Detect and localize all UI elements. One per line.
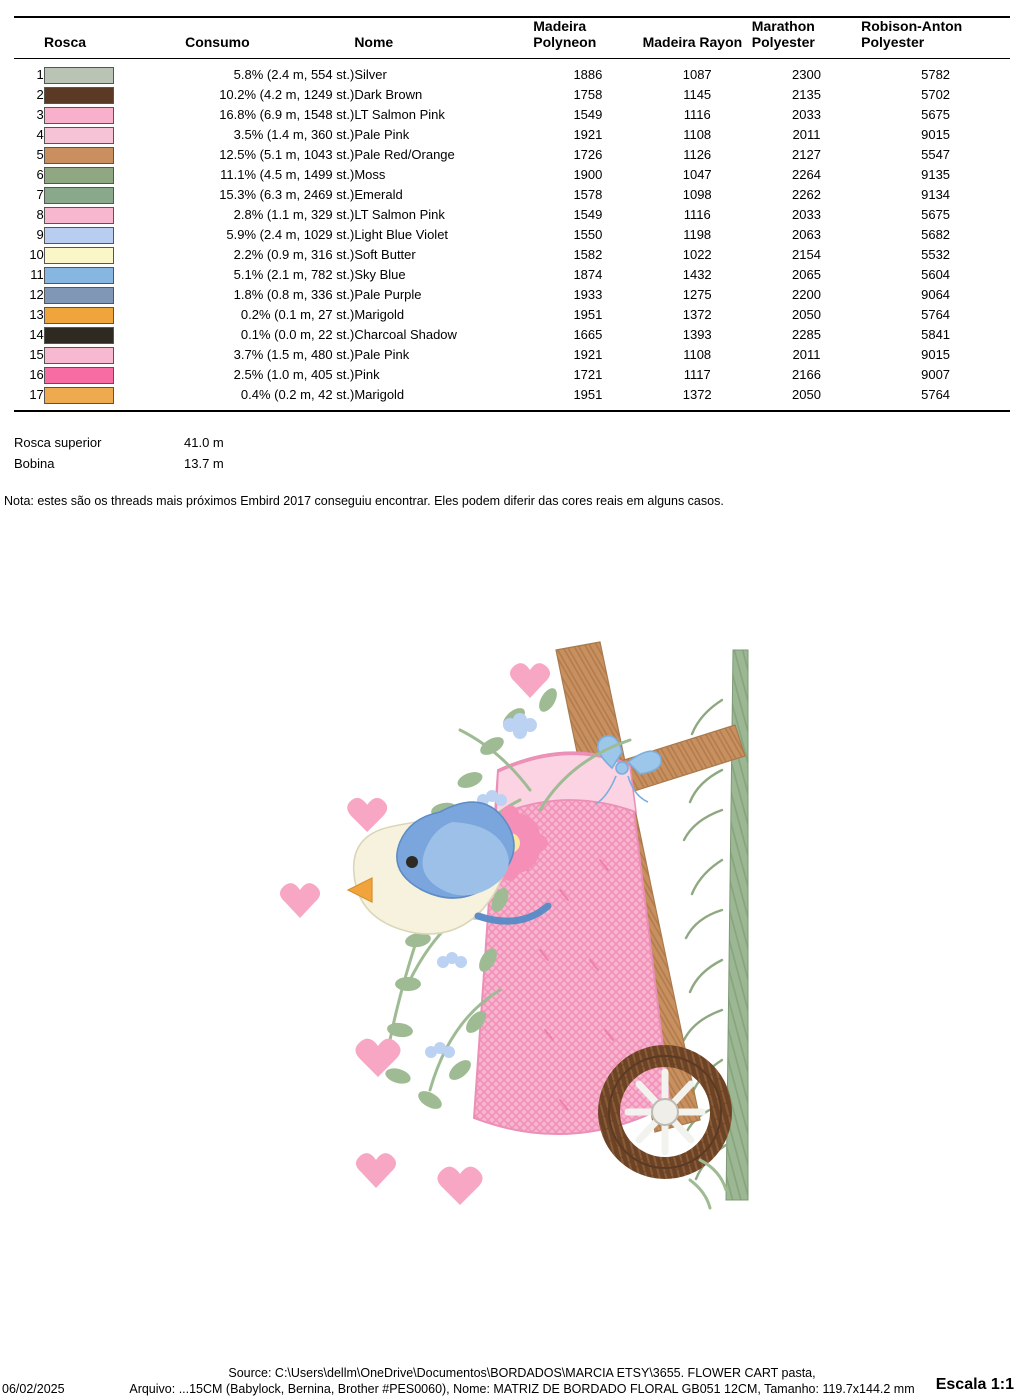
consumption-value: 2.8% (1.1 m, 329 st.): [233, 207, 355, 222]
consumption-value: 1.8% (0.8 m, 336 st.): [233, 287, 355, 302]
col-header-marathon-polyester: Marathon Polyester: [752, 17, 861, 59]
table-row: [14, 265, 1010, 285]
table-row: [14, 85, 1010, 105]
marathon-polyester-code: 2264: [792, 167, 821, 182]
thread-note: Nota: estes são os threads mais próximos Embird 2017 conseguiu encontrar. Eles podem diferir das cores reais em alguns casos.: [4, 494, 724, 508]
col-header-rosca: Rosca: [14, 17, 163, 59]
thread-color-swatch: [44, 67, 114, 84]
madeira-polyneon-code: 1582: [573, 247, 603, 262]
col-header-madeira-polyneon: Madeira Polyneon: [533, 17, 642, 59]
row-index: 13: [29, 307, 44, 322]
madeira-polyneon-code: 1933: [573, 287, 603, 302]
marathon-polyester-code: 2011: [792, 127, 821, 142]
color-swatch-cell: [44, 205, 163, 225]
thread-color-swatch: [44, 327, 114, 344]
table-row: [14, 225, 1010, 245]
color-swatch-cell: [44, 245, 163, 265]
embroidery-artwork: [0, 560, 1024, 1240]
table-row: [14, 325, 1010, 345]
robison-anton-code: 5682: [921, 227, 951, 242]
thread-name: Dark Brown: [354, 87, 423, 102]
marathon-polyester-code: 2262: [792, 187, 821, 202]
robison-anton-code: 9015: [921, 347, 951, 362]
col-header-robison-anton-polyester: Robison-Anton Polyester: [861, 17, 1010, 59]
robison-anton-code: 5547: [921, 147, 951, 162]
madeira-rayon-code: 1145: [683, 87, 712, 102]
footer-date: 06/02/2025: [2, 1382, 65, 1396]
footer-file: Arquivo: ...15CM (Babylock, Bernina, Brother #PES0060), Nome: MATRIZ DE BORDADO FLORAL GB051 12CM, Tamanho: 119.7x144.2 mm: [129, 1382, 915, 1396]
madeira-rayon-code: 1117: [683, 367, 711, 382]
madeira-rayon-code: 1372: [682, 307, 712, 322]
madeira-rayon-code: 1087: [682, 67, 712, 82]
madeira-rayon-code: 1198: [683, 227, 712, 242]
madeira-rayon-code: 1126: [683, 147, 712, 162]
row-index: 6: [36, 167, 44, 182]
thread-name: Moss: [354, 167, 386, 182]
marathon-polyester-code: 2065: [792, 267, 821, 282]
thread-totals: [14, 432, 224, 474]
madeira-rayon-code: 1098: [682, 187, 712, 202]
madeira-polyneon-code: 1726: [573, 147, 603, 162]
madeira-polyneon-code: 1549: [573, 207, 603, 222]
marathon-polyester-code: 2154: [792, 247, 821, 262]
table-row: [14, 345, 1010, 365]
madeira-polyneon-code: 1900: [573, 167, 603, 182]
row-index: 8: [36, 207, 44, 222]
thread-color-swatch: [44, 127, 114, 144]
row-index: 14: [29, 327, 44, 342]
table-row: [14, 385, 1010, 411]
robison-anton-code: 5604: [921, 267, 951, 282]
consumption-value: 5.9% (2.4 m, 1029 st.): [226, 227, 355, 242]
col-header-madeira-rayon: Madeira Rayon: [643, 17, 752, 59]
marathon-polyester-code: 2050: [792, 387, 821, 402]
thread-color-swatch: [44, 387, 114, 404]
thread-color-swatch: [44, 367, 114, 384]
row-index: 5: [36, 147, 44, 162]
robison-anton-code: 5702: [921, 87, 951, 102]
madeira-rayon-code: 1372: [682, 387, 712, 402]
consumption-value: 16.8% (6.9 m, 1548 st.): [219, 107, 355, 122]
madeira-rayon-code: 1022: [682, 247, 712, 262]
madeira-polyneon-code: 1665: [573, 327, 603, 342]
consumption-value: 10.2% (4.2 m, 1249 st.): [219, 87, 355, 102]
thread-name: Soft Butter: [354, 247, 416, 262]
thread-color-swatch: [44, 307, 114, 324]
color-swatch-cell: [44, 85, 163, 105]
row-index: 9: [36, 227, 44, 242]
total-bobbin-label: Bobina: [14, 456, 55, 471]
thread-color-swatch: [44, 227, 114, 244]
color-swatch-cell: [44, 105, 163, 125]
marathon-polyester-code: 2127: [792, 147, 821, 162]
table-row: [14, 365, 1010, 385]
consumption-value: 3.5% (1.4 m, 360 st.): [233, 127, 355, 142]
robison-anton-code: 9064: [921, 287, 951, 302]
table-row: [14, 185, 1010, 205]
robison-anton-code: 9015: [921, 127, 951, 142]
madeira-rayon-code: 1116: [683, 207, 711, 222]
color-swatch-cell: [44, 265, 163, 285]
color-swatch-cell: [44, 305, 163, 325]
thread-name: Pale Pink: [354, 347, 410, 362]
row-index: 15: [29, 347, 44, 362]
robison-anton-code: 5841: [921, 327, 951, 342]
robison-anton-code: 9007: [921, 367, 951, 382]
footer-source: Source: C:\Users\dellm\OneDrive\Documentos\BORDADOS\MARCIA ETSY\3655. FLOWER CART pasta,: [228, 1366, 816, 1380]
row-index: 17: [29, 387, 44, 402]
row-index: 12: [29, 287, 44, 302]
color-swatch-cell: [44, 285, 163, 305]
color-swatch-cell: [44, 165, 163, 185]
consumption-value: 0.1% (0.0 m, 22 st.): [240, 327, 355, 342]
marathon-polyester-code: 2200: [792, 287, 821, 302]
color-swatch-cell: [44, 185, 163, 205]
thread-color-swatch: [44, 107, 114, 124]
robison-anton-code: 5782: [921, 67, 951, 82]
madeira-polyneon-code: 1874: [573, 267, 603, 282]
marathon-polyester-code: 2050: [792, 307, 821, 322]
consumption-value: 0.4% (0.2 m, 42 st.): [240, 387, 355, 402]
table-row: [14, 145, 1010, 165]
table-row: [14, 105, 1010, 125]
thread-table-body: [14, 59, 1010, 412]
madeira-rayon-code: 1108: [683, 127, 712, 142]
thread-name: Marigold: [354, 307, 405, 322]
thread-name: Charcoal Shadow: [354, 327, 457, 342]
col-header-consumo: Consumo: [163, 17, 354, 59]
color-swatch-cell: [44, 365, 163, 385]
table-row: [14, 305, 1010, 325]
madeira-polyneon-code: 1721: [573, 367, 603, 382]
color-swatch-cell: [44, 385, 163, 411]
marathon-polyester-code: 2033: [792, 107, 821, 122]
flower-cart-illustration: [0, 560, 1024, 1240]
total-top-thread-row: [14, 432, 224, 453]
thread-name: Sky Blue: [354, 267, 406, 282]
table-row: [14, 285, 1010, 305]
thread-name: Pink: [354, 367, 380, 382]
marathon-polyester-code: 2135: [792, 87, 821, 102]
thread-color-swatch: [44, 287, 114, 304]
marathon-polyester-code: 2063: [792, 227, 821, 242]
thread-color-swatch: [44, 207, 114, 224]
madeira-polyneon-code: 1951: [573, 307, 603, 322]
table-row: [14, 205, 1010, 225]
thread-name: Marigold: [354, 387, 405, 402]
footer-scale: Escala 1:1: [935, 1376, 1014, 1393]
color-swatch-cell: [44, 345, 163, 365]
robison-anton-code: 5764: [921, 307, 951, 322]
madeira-polyneon-code: 1921: [573, 347, 603, 362]
madeira-rayon-code: 1275: [682, 287, 712, 302]
total-bobbin-value: 13.7 m: [184, 456, 224, 471]
thread-name: Pale Purple: [354, 287, 422, 302]
thread-color-swatch: [44, 167, 114, 184]
madeira-rayon-code: 1393: [682, 327, 712, 342]
consumption-value: 11.1% (4.5 m, 1499 st.): [220, 167, 355, 182]
row-index: 2: [36, 87, 44, 102]
color-swatch-cell: [44, 145, 163, 165]
row-index: 4: [36, 127, 44, 142]
madeira-polyneon-code: 1886: [573, 67, 603, 82]
total-bobbin-row: [14, 453, 224, 474]
madeira-rayon-code: 1116: [683, 107, 711, 122]
madeira-rayon-code: 1108: [683, 347, 712, 362]
total-top-thread-value: 41.0 m: [184, 435, 224, 450]
col-header-nome: Nome: [354, 17, 533, 59]
madeira-polyneon-code: 1921: [573, 127, 603, 142]
table-row: [14, 165, 1010, 185]
robison-anton-code: 5675: [921, 207, 951, 222]
row-index: 1: [36, 67, 44, 82]
madeira-polyneon-code: 1578: [573, 187, 603, 202]
thread-table-container: [14, 16, 1010, 412]
color-swatch-cell: [44, 125, 163, 145]
madeira-polyneon-code: 1550: [573, 227, 603, 242]
consumption-value: 15.3% (6.3 m, 2469 st.): [219, 187, 355, 202]
total-top-thread-label: Rosca superior: [14, 435, 102, 450]
thread-name: Pale Pink: [354, 127, 410, 142]
marathon-polyester-code: 2300: [792, 67, 821, 82]
thread-name: Pale Red/Orange: [354, 147, 455, 162]
madeira-rayon-code: 1432: [682, 267, 712, 282]
table-row: [14, 245, 1010, 265]
thread-color-swatch: [44, 267, 114, 284]
table-header-row: [14, 17, 1010, 59]
thread-color-swatch: [44, 187, 114, 204]
thread-name: Silver: [354, 67, 387, 82]
robison-anton-code: 5532: [921, 247, 951, 262]
robison-anton-code: 5764: [921, 387, 951, 402]
thread-table: [14, 16, 1010, 412]
cart-wheel: [609, 1056, 721, 1168]
row-index: 10: [29, 247, 44, 262]
consumption-value: 5.8% (2.4 m, 554 st.): [233, 67, 355, 82]
thread-table-header: [14, 17, 1010, 59]
madeira-polyneon-code: 1951: [573, 387, 603, 402]
madeira-polyneon-code: 1549: [573, 107, 603, 122]
row-index: 16: [29, 367, 44, 382]
color-swatch-cell: [44, 325, 163, 345]
thread-color-swatch: [44, 87, 114, 104]
thread-color-swatch: [44, 347, 114, 364]
marathon-polyester-code: 2033: [792, 207, 821, 222]
consumption-value: 12.5% (5.1 m, 1043 st.): [219, 147, 355, 162]
consumption-value: 0.2% (0.1 m, 27 st.): [240, 307, 355, 322]
thread-name: Emerald: [354, 187, 403, 202]
consumption-value: 5.1% (2.1 m, 782 st.): [233, 267, 355, 282]
table-row: [14, 125, 1010, 145]
madeira-polyneon-code: 1758: [573, 87, 603, 102]
row-index: 11: [30, 267, 44, 282]
robison-anton-code: 5675: [921, 107, 951, 122]
thread-name: LT Salmon Pink: [354, 207, 445, 222]
color-swatch-cell: [44, 225, 163, 245]
marathon-polyester-code: 2166: [792, 367, 821, 382]
consumption-value: 3.7% (1.5 m, 480 st.): [233, 347, 355, 362]
row-index: 7: [36, 187, 44, 202]
color-swatch-cell: [44, 59, 163, 86]
consumption-value: 2.5% (1.0 m, 405 st.): [233, 367, 355, 382]
thread-color-swatch: [44, 247, 114, 264]
marathon-polyester-code: 2285: [792, 327, 821, 342]
robison-anton-code: 9134: [921, 187, 951, 202]
consumption-value: 2.2% (0.9 m, 316 st.): [233, 247, 355, 262]
robison-anton-code: 9135: [921, 167, 951, 182]
thread-name: LT Salmon Pink: [354, 107, 445, 122]
marathon-polyester-code: 2011: [792, 347, 821, 362]
table-row: [14, 59, 1010, 86]
thread-color-swatch: [44, 147, 114, 164]
thread-name: Light Blue Violet: [354, 227, 449, 242]
madeira-rayon-code: 1047: [682, 167, 712, 182]
row-index: 3: [36, 107, 44, 122]
